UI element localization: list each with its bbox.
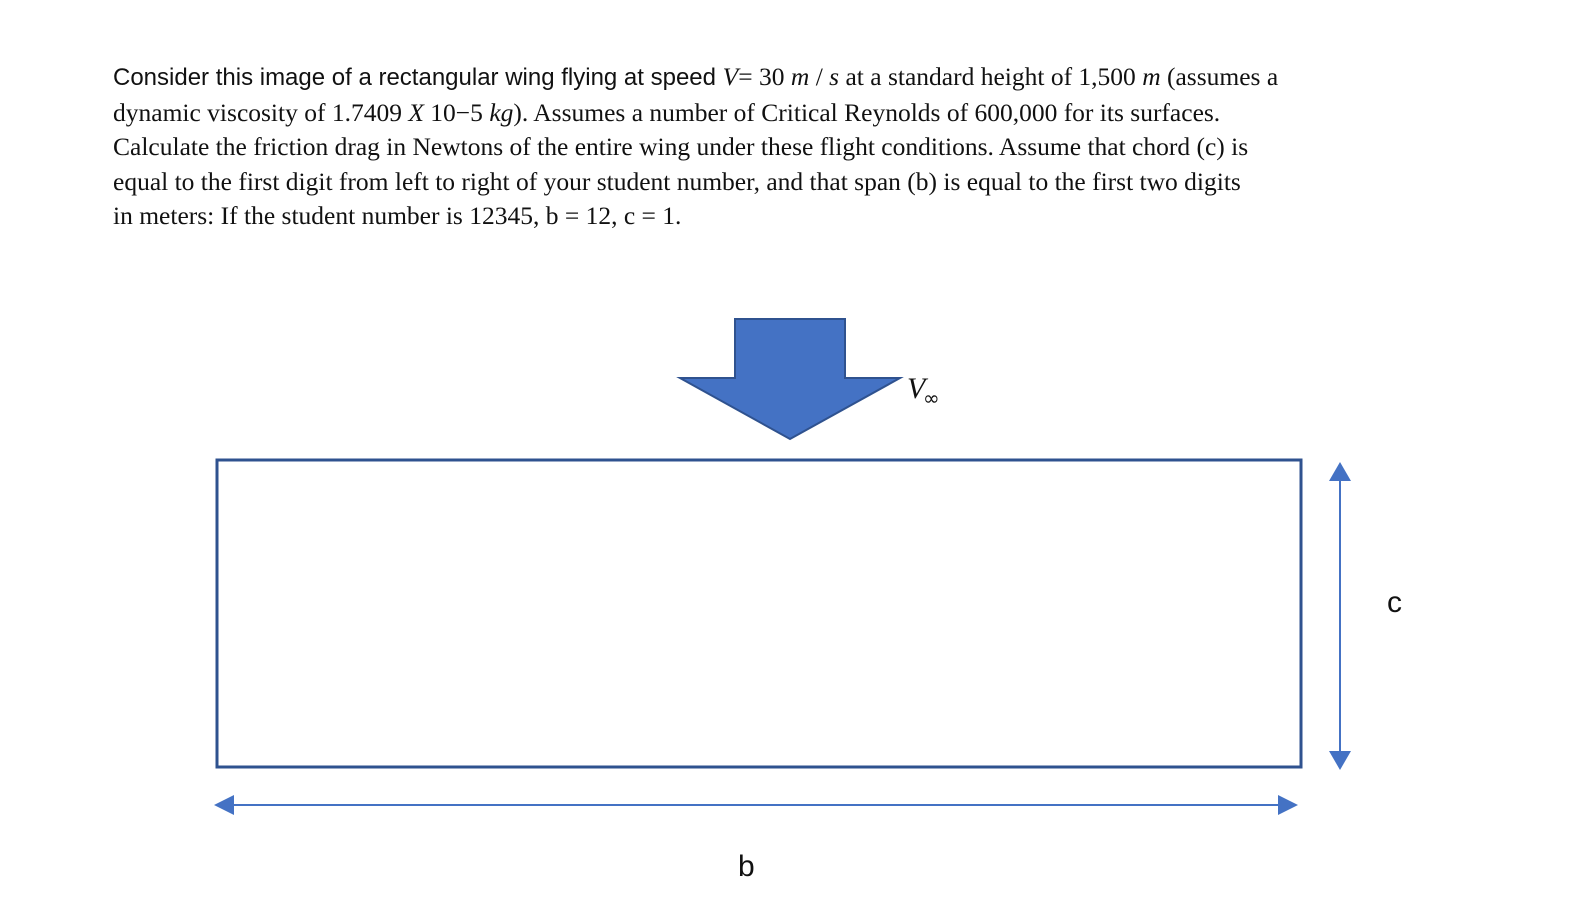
height-text: at a standard height of 1,500 xyxy=(839,62,1143,91)
flow-arrow xyxy=(680,319,900,439)
viscosity-text: dynamic viscosity of 1.7409 xyxy=(113,97,409,127)
viscosity-unit: kg xyxy=(489,97,514,127)
height-unit: m xyxy=(1142,62,1161,91)
span-arrowhead-right xyxy=(1278,795,1298,815)
problem-line-1-tail: (assumes a xyxy=(1160,62,1279,91)
chord-label: c xyxy=(1387,586,1402,619)
speed-value: = 30 xyxy=(738,62,791,91)
viscosity-times: X xyxy=(408,97,424,127)
viscosity-exponent: 10−5 xyxy=(423,97,490,127)
span-arrowhead-left xyxy=(214,795,234,815)
speed-unit-s: s xyxy=(829,62,840,91)
flow-velocity-label: V xyxy=(907,372,926,405)
problem-line-3: Calculate the friction drag in Newtons of the entire wing under these flight conditions. Assume that chord (c) is xyxy=(113,132,1249,161)
problem-line-5: in meters: If the student number is 12345, b = 12, c = 1. xyxy=(113,201,682,230)
span-label: b xyxy=(738,850,755,883)
problem-line-1-lead: Consider this image of a rectangular wing flying at speed xyxy=(113,64,723,91)
chord-arrowhead-bottom xyxy=(1329,751,1351,770)
flow-velocity-subscript: ∞ xyxy=(923,386,940,410)
span-dimension-arrow xyxy=(214,795,1298,815)
speed-unit-slash: / xyxy=(809,62,830,91)
problem-line-4: equal to the first digit from left to right of your student number, and that span (b) is equal to the first two digits xyxy=(113,166,1241,196)
wing-planform xyxy=(217,460,1301,767)
chord-dimension-arrow xyxy=(1329,462,1351,770)
speed-variable: V xyxy=(722,62,739,91)
chord-arrowhead-top xyxy=(1329,462,1351,481)
problem-line-2-tail: ). Assumes a number of Critical Reynolds of 600,000 for its surfaces. xyxy=(513,97,1221,127)
speed-unit-m: m xyxy=(790,62,810,91)
